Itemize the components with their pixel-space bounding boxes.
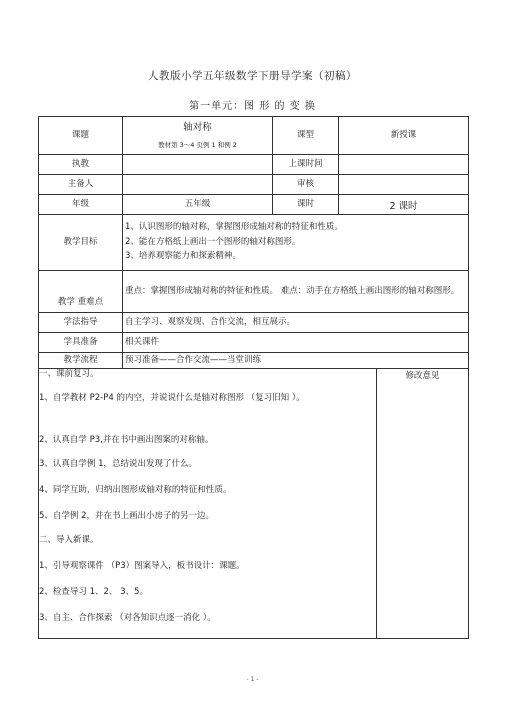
flow-line: 一、课前复习。 <box>39 369 99 379</box>
flow-cell <box>39 369 377 639</box>
goals-label: 教学目标 <box>39 215 123 271</box>
flow-line: 3、认真自学例 1，总结说出发现了什么。 <box>39 459 198 469</box>
row-flow <box>39 369 469 639</box>
flow-line: 5、自学例 2，并在书上画出小房子的另一边。 <box>39 511 215 521</box>
date-value <box>339 155 469 175</box>
teacher-label: 执教 <box>39 155 123 175</box>
row-grade <box>39 195 469 215</box>
flow-line: 3、自主、合作探索 （对各知识点逐一消化 ）。 <box>39 613 216 623</box>
keypoints-label: 教学 重难点 <box>39 271 123 313</box>
flow-line: 2、认真自学 P3,并在书中画出图案的对称轴。 <box>39 435 214 445</box>
keypoints-value: 重点：掌握图形成轴对称的特征和性质。 难点：动手在方格纸上画出图形的轴对称图形。 <box>123 271 469 313</box>
row-tools <box>39 333 469 353</box>
document-title: 人教版小学五年级数学下册导学案（初稿） <box>148 70 357 82</box>
method-value: 自主学习、观察发现、合作交流，相互展示。 <box>123 313 469 333</box>
topic-value: 轴对称 <box>183 121 212 133</box>
hours-label: 课时 <box>273 195 339 215</box>
row-teacher <box>39 155 469 175</box>
process-value: 预习准备——合作交流——当堂训练 <box>123 353 469 369</box>
tools-value: 相关课件 <box>123 333 469 353</box>
method-label: 学法指导 <box>39 313 123 333</box>
tools-label: 学具准备 <box>39 333 123 353</box>
row-process <box>39 353 469 369</box>
revision-label: 修改意见 <box>377 369 469 639</box>
topic-cell <box>123 117 273 155</box>
review-label: 审核 <box>273 175 339 195</box>
goal-item: 1、认识图形的轴对称，掌握图形成轴对称的特征和性质。 <box>125 222 343 233</box>
type-value: 新授课 <box>339 117 469 155</box>
row-topic <box>39 117 469 155</box>
row-goals <box>39 215 469 271</box>
type-label: 课型 <box>273 117 339 155</box>
lesson-plan-table <box>38 116 469 639</box>
review-value <box>339 175 469 195</box>
goals-cell <box>123 215 469 271</box>
goal-item: 2、能在方格纸上画出一个图形的轴对称图形。 <box>125 236 301 247</box>
flow-line: 二、导入新课。 <box>39 535 99 545</box>
flow-line: 2、检查导习 1、2、 3、5。 <box>39 587 148 597</box>
date-label: 上课时间 <box>273 155 339 175</box>
row-keypoints <box>39 271 469 313</box>
preparer-value <box>123 175 273 195</box>
grade-label: 年级 <box>39 195 123 215</box>
grade-value: 五年级 <box>123 195 273 215</box>
topic-note: 教材第 3～4 页例 1 和例 2 <box>158 140 237 149</box>
page-number: - 1 - <box>246 676 259 683</box>
teacher-value <box>123 155 273 175</box>
flow-line: 4、同学互助，归纳出图形成轴对称的特征和性质。 <box>39 485 232 495</box>
hours-value: 2 课时 <box>339 195 469 215</box>
unit-subtitle: 第一单元：图 形 的 变 换 <box>189 101 316 112</box>
topic-label: 课题 <box>39 117 123 155</box>
row-method <box>39 313 469 333</box>
flow-line: 1、引导观察课件 （P3）图案导入，板书设计：课题。 <box>39 561 245 571</box>
goal-item: 3、培养观察能力和探索精神。 <box>125 251 241 262</box>
row-preparer <box>39 175 469 195</box>
flow-line: 1、自学教材 P2-P4 的内空，并说说什么是轴对称图形 （复习旧知 ）。 <box>39 393 305 403</box>
process-label: 教学流程 <box>39 353 123 369</box>
preparer-label: 主备人 <box>39 175 123 195</box>
